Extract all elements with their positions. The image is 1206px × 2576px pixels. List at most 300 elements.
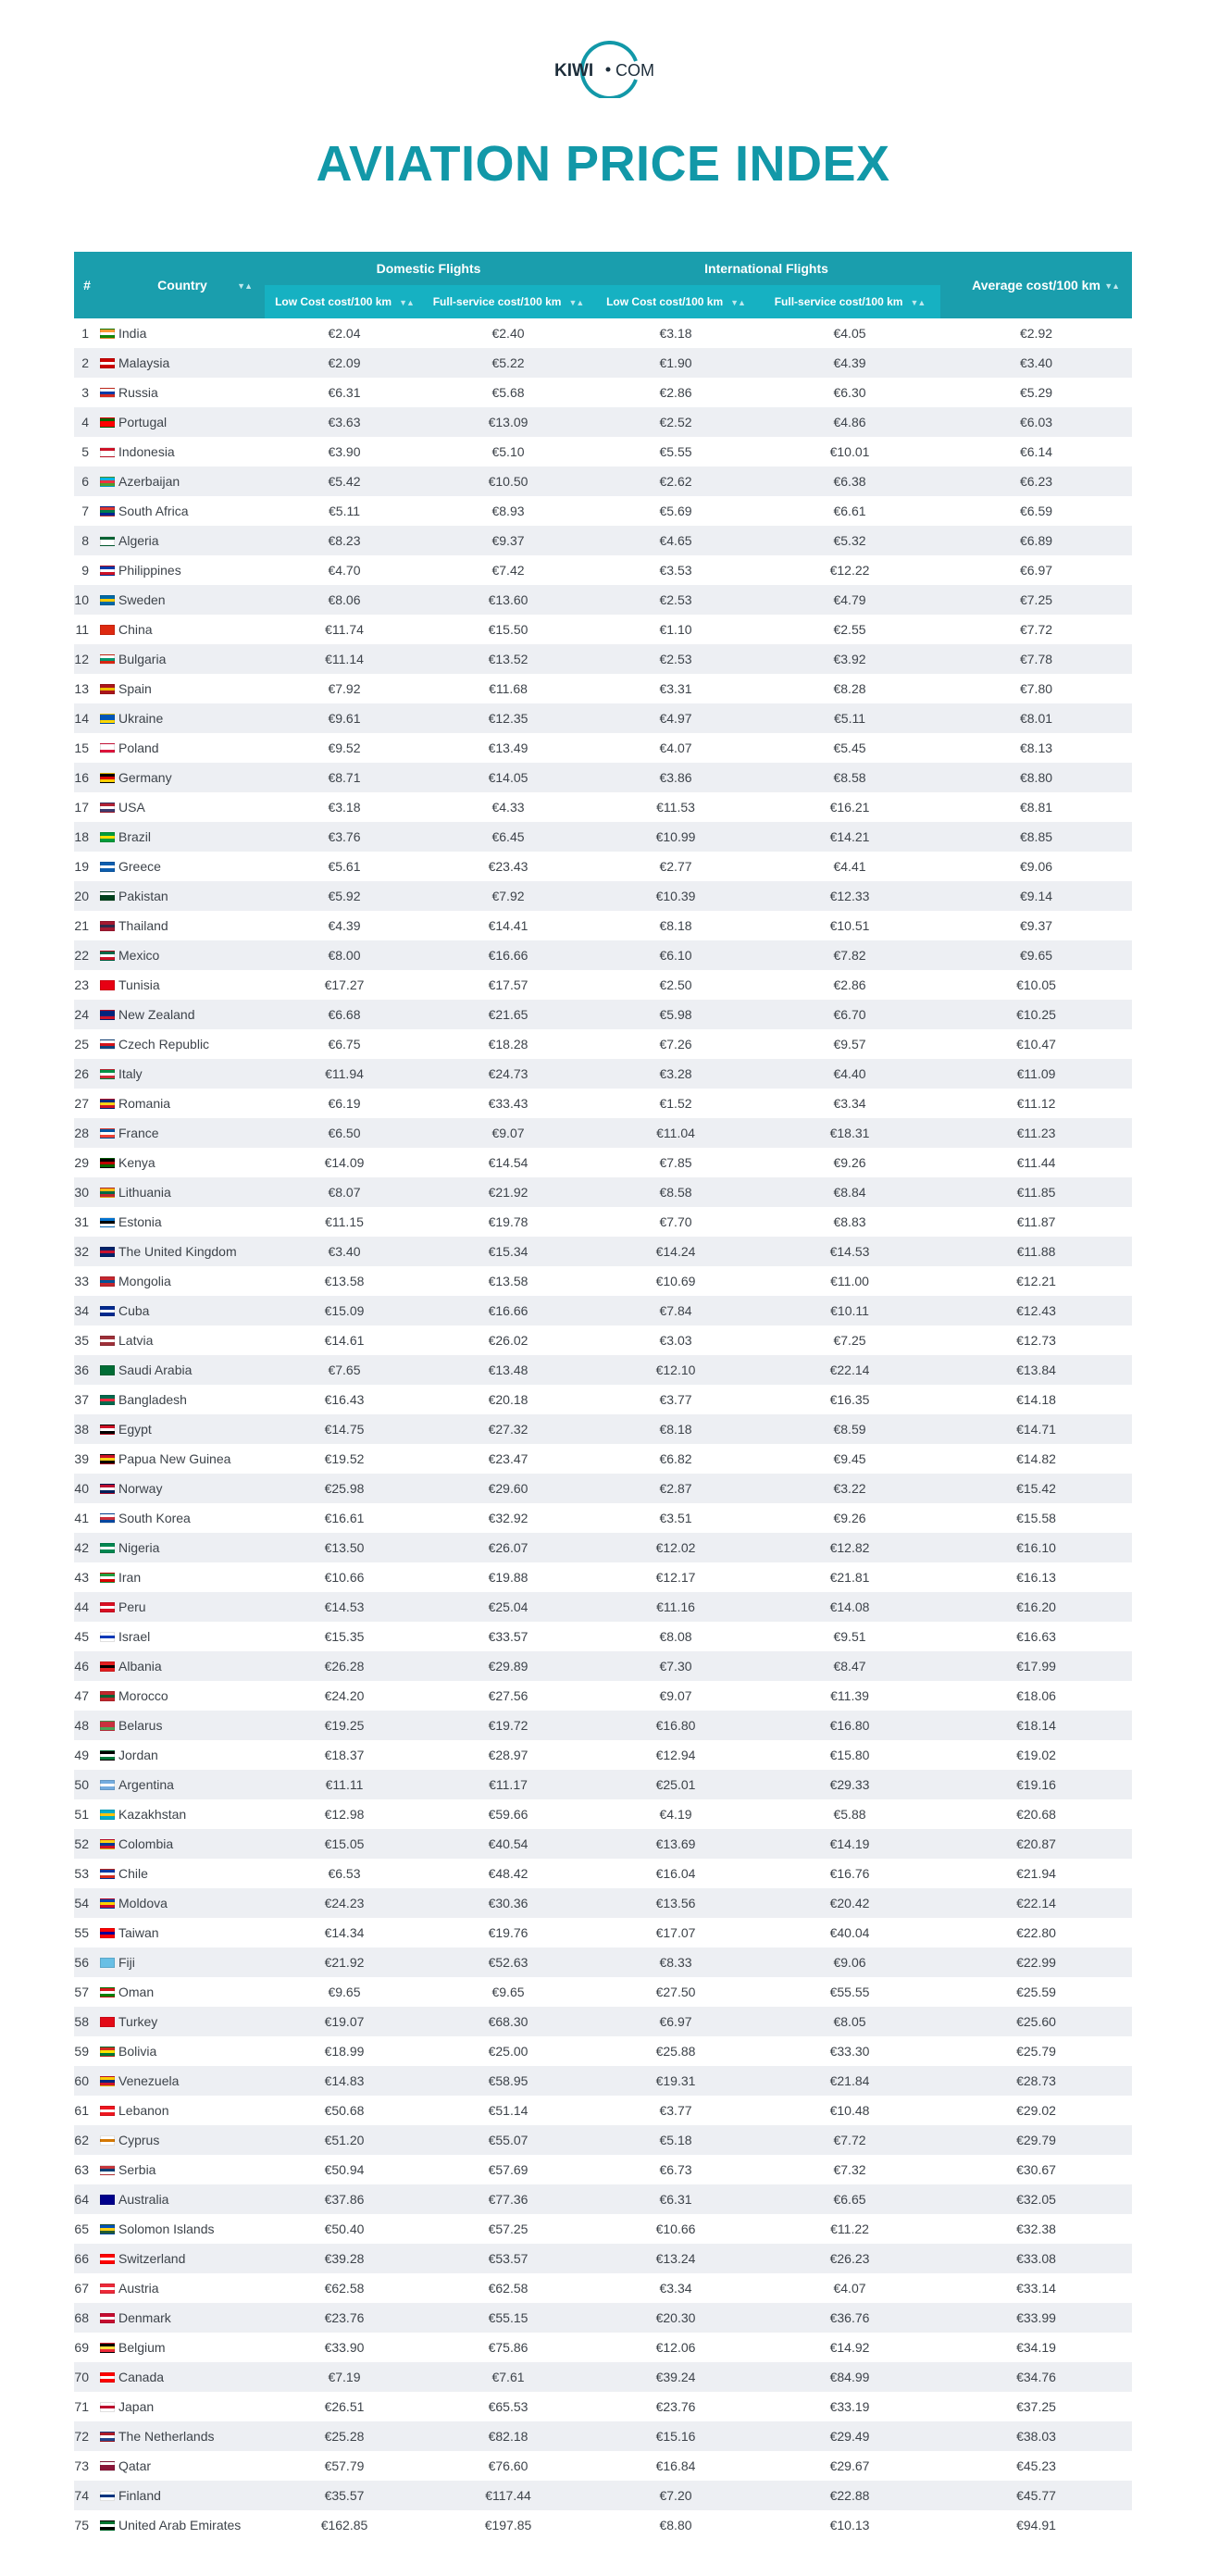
row-domestic-full-service: €25.04 <box>424 1592 592 1622</box>
table-row <box>74 2481 1132 2510</box>
table-row <box>74 1918 1132 1948</box>
row-country-cell <box>100 378 265 407</box>
row-international-full-service: €8.59 <box>759 1414 940 1444</box>
row-country-cell <box>100 1592 265 1622</box>
country-flag-icon <box>100 803 115 813</box>
row-rank: 64 <box>74 2184 100 2214</box>
row-country-cell <box>100 1681 265 1711</box>
row-average-cost: €33.99 <box>940 2303 1132 2333</box>
row-country-cell <box>100 1118 265 1148</box>
country-flag-icon <box>100 566 115 576</box>
row-country-name: Australia <box>118 2192 169 2207</box>
row-international-full-service: €11.00 <box>830 1274 869 1288</box>
table-row <box>74 911 1132 940</box>
table-body <box>74 318 1132 2540</box>
table-row <box>74 2096 1132 2125</box>
country-flag-icon <box>100 1661 115 1672</box>
row-domestic-full-service: €17.57 <box>488 977 528 992</box>
row-average-cost: €20.68 <box>1016 1807 1056 1822</box>
country-flag-icon <box>100 2254 115 2264</box>
row-rank: 46 <box>74 1651 100 1681</box>
row-country-name: Japan <box>118 2399 155 2414</box>
table-row <box>74 1948 1132 1977</box>
row-average-cost: €6.03 <box>940 407 1132 437</box>
row-country-cell <box>100 1562 265 1592</box>
sort-icon[interactable]: ▼▲ <box>910 298 926 307</box>
row-rank: 25 <box>74 1037 89 1052</box>
header-domestic-flights: Domestic Flights <box>265 252 592 285</box>
row-international-low-cost: €2.53 <box>592 585 759 615</box>
row-domestic-low-cost: €3.76 <box>265 822 424 852</box>
row-domestic-low-cost: €50.40 <box>324 2221 365 2236</box>
row-country-name: Spain <box>118 681 152 696</box>
row-domestic-low-cost: €24.23 <box>265 1888 424 1918</box>
row-country-cell <box>100 2421 265 2451</box>
row-country-name: Egypt <box>118 1422 152 1437</box>
row-domestic-full-service: €82.18 <box>424 2421 592 2451</box>
country-flag-icon <box>100 684 115 694</box>
row-country-cell <box>100 2096 265 2125</box>
row-country-name: Algeria <box>118 533 159 548</box>
table-row <box>74 1148 1132 1177</box>
row-average-cost: €13.84 <box>940 1355 1132 1385</box>
row-country-name: Italy <box>118 1066 143 1081</box>
row-country-cell <box>100 1740 265 1770</box>
country-flag-icon <box>100 1632 115 1642</box>
row-rank: 42 <box>74 1533 100 1562</box>
row-domestic-full-service: €27.32 <box>424 1414 592 1444</box>
row-country-cell <box>100 318 265 348</box>
row-country-cell <box>100 1148 265 1177</box>
row-domestic-full-service: €5.22 <box>424 348 592 378</box>
row-country-cell <box>100 1444 265 1474</box>
table-row <box>74 1000 1132 1029</box>
row-international-full-service: €22.88 <box>759 2481 940 2510</box>
header-domestic-low-cost[interactable]: Low Cost cost/100 km ▼▲ <box>265 285 424 318</box>
country-flag-icon <box>100 329 115 339</box>
row-average-cost: €11.23 <box>940 1118 1132 1148</box>
row-domestic-low-cost: €14.75 <box>265 1414 424 1444</box>
row-rank: 2 <box>74 348 100 378</box>
row-international-low-cost: €16.80 <box>592 1711 759 1740</box>
row-rank: 10 <box>74 585 100 615</box>
row-average-cost: €10.25 <box>940 1000 1132 1029</box>
row-international-low-cost: €2.77 <box>659 859 692 874</box>
sort-icon[interactable]: ▼▲ <box>237 281 252 291</box>
row-country-cell <box>100 733 265 763</box>
logo-text-left: KIWI <box>553 61 593 81</box>
row-rank: 28 <box>74 1118 100 1148</box>
row-rank: 27 <box>74 1096 89 1111</box>
table-row <box>74 2155 1132 2184</box>
row-domestic-full-service: €15.34 <box>424 1237 592 1266</box>
row-average-cost: €9.37 <box>1019 918 1053 933</box>
row-domestic-low-cost: €8.71 <box>265 763 424 792</box>
row-rank: 29 <box>74 1155 89 1170</box>
table-row <box>74 674 1132 703</box>
row-international-full-service: €21.84 <box>759 2066 940 2096</box>
row-international-low-cost: €4.65 <box>592 526 759 555</box>
country-flag-icon <box>100 595 115 605</box>
row-average-cost: €8.80 <box>940 763 1132 792</box>
country-flag-icon <box>100 1365 115 1375</box>
row-domestic-full-service: €55.07 <box>424 2125 592 2155</box>
country-flag-icon <box>100 447 115 457</box>
row-international-low-cost: €3.77 <box>659 2103 692 2118</box>
row-domestic-full-service: €58.95 <box>424 2066 592 2096</box>
table-row <box>74 1592 1132 1622</box>
table-row <box>74 1651 1132 1681</box>
country-flag-icon <box>100 1247 115 1257</box>
row-country-name: Qatar <box>118 2458 152 2473</box>
row-international-full-service: €55.55 <box>829 1985 870 1999</box>
table-row <box>74 496 1132 526</box>
table-row <box>74 1029 1132 1059</box>
row-international-low-cost: €23.76 <box>655 2399 696 2414</box>
country-flag-icon <box>100 1750 115 1761</box>
table-row <box>74 2273 1132 2303</box>
row-country-name: Greece <box>118 859 161 874</box>
row-domestic-low-cost: €6.53 <box>328 1866 361 1881</box>
row-domestic-full-service: €19.88 <box>488 1570 528 1585</box>
header-international-low-cost[interactable]: Low Cost cost/100 km ▼▲ <box>592 285 759 318</box>
country-flag-icon <box>100 1039 115 1050</box>
row-average-cost: €11.44 <box>1016 1155 1056 1170</box>
row-country-name: Bolivia <box>118 2044 157 2059</box>
row-domestic-full-service: €5.68 <box>491 385 525 400</box>
table-row <box>74 585 1132 615</box>
table-row <box>74 2510 1132 2540</box>
row-international-low-cost: €19.31 <box>592 2066 759 2096</box>
row-average-cost: €6.89 <box>940 526 1132 555</box>
row-country-cell <box>100 437 265 467</box>
table-row <box>74 2184 1132 2214</box>
row-country-name: Canada <box>118 2370 165 2384</box>
row-country-name: Czech Republic <box>118 1037 210 1052</box>
row-average-cost: €12.73 <box>1016 1333 1056 1348</box>
row-rank: 4 <box>74 407 100 437</box>
kiwi-logo[interactable] <box>0 41 1206 98</box>
header-country[interactable]: Country ▼▲ <box>100 252 265 318</box>
country-flag-icon <box>100 1069 115 1079</box>
row-average-cost: €16.20 <box>940 1592 1132 1622</box>
row-domestic-full-service: €30.36 <box>424 1888 592 1918</box>
row-domestic-full-service: €23.43 <box>488 859 528 874</box>
table-row <box>74 852 1132 881</box>
row-average-cost: €34.19 <box>1016 2340 1056 2355</box>
row-domestic-full-service: €29.89 <box>424 1651 592 1681</box>
row-international-full-service: €3.34 <box>833 1096 866 1111</box>
row-international-low-cost: €7.20 <box>592 2481 759 2510</box>
row-country-name: United Arab Emirates <box>118 2518 242 2532</box>
row-country-cell <box>100 2333 265 2362</box>
table-row <box>74 467 1132 496</box>
country-flag-icon <box>100 1395 115 1405</box>
table-row <box>74 1740 1132 1770</box>
row-domestic-full-service: €23.47 <box>488 1451 528 1466</box>
row-domestic-low-cost: €11.94 <box>265 1059 424 1089</box>
row-average-cost: €14.71 <box>940 1414 1132 1444</box>
country-flag-icon <box>100 1099 115 1109</box>
row-country-cell <box>100 2036 265 2066</box>
row-domestic-low-cost: €18.99 <box>324 2044 365 2059</box>
country-flag-icon <box>100 2491 115 2501</box>
row-rank: 3 <box>81 385 89 400</box>
row-country-cell <box>100 2184 265 2214</box>
row-international-low-cost: €3.28 <box>592 1059 759 1089</box>
row-average-cost: €38.03 <box>940 2421 1132 2451</box>
row-international-low-cost: €5.55 <box>659 444 692 459</box>
country-flag-icon <box>100 1810 115 1820</box>
table-row <box>74 1770 1132 1799</box>
row-rank: 17 <box>74 800 89 815</box>
row-country-name: Ukraine <box>118 711 164 726</box>
country-flag-icon <box>100 2224 115 2234</box>
table-row <box>74 318 1132 348</box>
row-country-name: Peru <box>118 1599 146 1614</box>
row-domestic-low-cost: €11.15 <box>325 1214 364 1229</box>
row-rank: 74 <box>74 2481 100 2510</box>
row-average-cost: €45.23 <box>1016 2458 1056 2473</box>
row-rank: 13 <box>74 681 89 696</box>
row-country-name: Bulgaria <box>118 652 167 666</box>
row-average-cost: €37.25 <box>1016 2399 1056 2414</box>
table-row <box>74 1829 1132 1859</box>
row-domestic-full-service: €13.52 <box>424 644 592 674</box>
sort-icon[interactable]: ▼▲ <box>730 298 745 307</box>
row-country-cell <box>100 1059 265 1089</box>
row-domestic-full-service: €21.92 <box>424 1177 592 1207</box>
row-domestic-low-cost: €15.35 <box>324 1629 365 1644</box>
table-row <box>74 1859 1132 1888</box>
row-international-low-cost: €3.18 <box>659 326 692 341</box>
row-average-cost: €28.73 <box>940 2066 1132 2096</box>
row-rank: 24 <box>74 1000 100 1029</box>
row-domestic-low-cost: €11.11 <box>265 1770 424 1799</box>
row-country-name: Lebanon <box>118 2103 169 2118</box>
row-international-full-service: €14.92 <box>829 2340 870 2355</box>
row-country-name: Nigeria <box>118 1540 160 1555</box>
row-average-cost: €22.14 <box>940 1888 1132 1918</box>
row-domestic-full-service: €65.53 <box>488 2399 528 2414</box>
row-international-low-cost: €10.66 <box>655 2221 696 2236</box>
row-domestic-low-cost: €7.19 <box>265 2362 424 2392</box>
row-international-full-service: €8.47 <box>759 1651 940 1681</box>
table-row <box>74 1177 1132 1207</box>
row-domestic-full-service: €27.56 <box>488 1688 528 1703</box>
row-country-cell <box>100 407 265 437</box>
sort-icon[interactable]: ▼▲ <box>1104 281 1120 291</box>
row-country-cell <box>100 1266 265 1296</box>
country-flag-icon <box>100 2106 115 2116</box>
row-international-low-cost: €7.70 <box>659 1214 692 1229</box>
country-flag-icon <box>100 1839 115 1849</box>
table-row <box>74 970 1132 1000</box>
row-international-full-service: €40.04 <box>829 1925 870 1940</box>
table-row <box>74 1474 1132 1503</box>
row-international-low-cost: €2.86 <box>659 385 692 400</box>
row-rank: 40 <box>74 1474 100 1503</box>
row-average-cost: €11.09 <box>940 1059 1132 1089</box>
row-domestic-low-cost: €62.58 <box>324 2281 365 2296</box>
row-international-low-cost: €6.97 <box>592 2007 759 2036</box>
row-international-low-cost: €1.90 <box>592 348 759 378</box>
row-country-name: France <box>118 1126 159 1140</box>
row-country-cell <box>100 585 265 615</box>
row-rank: 8 <box>74 526 100 555</box>
country-flag-icon <box>100 2284 115 2294</box>
row-country-cell <box>100 1977 265 2007</box>
row-domestic-low-cost: €14.34 <box>324 1925 365 1940</box>
row-domestic-low-cost: €50.94 <box>324 2162 365 2177</box>
row-international-low-cost: €16.84 <box>655 2458 696 2473</box>
sort-icon[interactable]: ▼▲ <box>568 298 584 307</box>
row-country-name: Latvia <box>118 1333 154 1348</box>
row-average-cost: €7.72 <box>1019 622 1053 637</box>
row-country-cell <box>100 881 265 911</box>
row-average-cost: €11.87 <box>1016 1214 1056 1229</box>
header-average-cost[interactable]: Average cost/100 km ▼▲ <box>940 252 1132 318</box>
row-domestic-full-service: €26.02 <box>488 1333 528 1348</box>
table-row <box>74 1207 1132 1237</box>
table-row <box>74 2392 1132 2421</box>
row-country-name: Iran <box>118 1570 142 1585</box>
row-international-full-service: €5.32 <box>759 526 940 555</box>
row-international-full-service: €14.19 <box>759 1829 940 1859</box>
row-international-full-service: €16.76 <box>829 1866 870 1881</box>
row-country-cell <box>100 1622 265 1651</box>
row-country-cell <box>100 1177 265 1207</box>
row-average-cost: €34.76 <box>940 2362 1132 2392</box>
row-country-name: Denmark <box>118 2310 171 2325</box>
row-country-name: Turkey <box>118 2014 158 2029</box>
row-domestic-full-service: €8.93 <box>491 504 525 518</box>
row-domestic-low-cost: €50.68 <box>324 2103 365 2118</box>
row-domestic-full-service: €62.58 <box>488 2281 528 2296</box>
row-country-cell <box>100 2214 265 2244</box>
row-rank: 55 <box>74 1925 89 1940</box>
row-international-full-service: €16.80 <box>759 1711 940 1740</box>
country-flag-icon <box>100 2372 115 2383</box>
row-international-full-service: €11.39 <box>830 1688 869 1703</box>
row-country-name: Azerbaijan <box>118 474 180 489</box>
table-row <box>74 555 1132 585</box>
row-domestic-full-service: €51.14 <box>488 2103 528 2118</box>
row-domestic-low-cost: €5.92 <box>265 881 424 911</box>
row-domestic-low-cost: €162.85 <box>320 2518 368 2532</box>
row-domestic-low-cost: €5.11 <box>329 504 360 518</box>
row-international-low-cost: €11.53 <box>656 800 695 815</box>
row-country-name: Germany <box>118 770 172 785</box>
row-domestic-low-cost: €57.79 <box>324 2458 365 2473</box>
row-domestic-full-service: €18.28 <box>488 1037 528 1052</box>
row-international-low-cost: €6.82 <box>659 1451 692 1466</box>
header-international-full-service[interactable]: Full-service cost/100 km ▼▲ <box>759 285 940 318</box>
table-row <box>74 644 1132 674</box>
row-international-low-cost: €12.94 <box>655 1748 696 1762</box>
row-country-name: Fiji <box>118 1955 135 1970</box>
row-average-cost: €94.91 <box>1016 2518 1056 2532</box>
row-domestic-full-service: €10.50 <box>424 467 592 496</box>
row-country-name: New Zealand <box>118 1007 195 1022</box>
row-domestic-full-service: €12.35 <box>424 703 592 733</box>
row-international-full-service: €9.26 <box>833 1155 866 1170</box>
row-international-full-service: €12.33 <box>759 881 940 911</box>
country-flag-icon <box>100 2313 115 2323</box>
row-country-cell <box>100 940 265 970</box>
row-country-cell <box>100 1770 265 1799</box>
row-domestic-full-service: €16.66 <box>424 1296 592 1325</box>
row-domestic-full-service: €14.41 <box>488 918 528 933</box>
row-average-cost: €17.99 <box>940 1651 1132 1681</box>
row-international-full-service: €29.49 <box>759 2421 940 2451</box>
table-row <box>74 2036 1132 2066</box>
row-international-low-cost: €25.01 <box>592 1770 759 1799</box>
row-international-low-cost: €3.31 <box>659 681 692 696</box>
row-country-name: Malaysia <box>118 355 170 370</box>
row-domestic-full-service: €53.57 <box>424 2244 592 2273</box>
row-rank: 53 <box>74 1866 89 1881</box>
row-country-cell <box>100 615 265 644</box>
row-international-low-cost: €6.31 <box>592 2184 759 2214</box>
row-international-full-service: €2.55 <box>833 622 866 637</box>
sort-icon[interactable]: ▼▲ <box>399 298 414 307</box>
row-international-full-service: €4.79 <box>759 585 940 615</box>
row-domestic-low-cost: €5.42 <box>265 467 424 496</box>
row-country-name: Portugal <box>118 415 168 429</box>
table-row <box>74 1622 1132 1651</box>
country-flag-icon <box>100 2402 115 2412</box>
table-row <box>74 703 1132 733</box>
row-country-cell <box>100 2392 265 2421</box>
row-international-low-cost: €9.07 <box>659 1688 692 1703</box>
country-flag-icon <box>100 625 115 635</box>
row-average-cost: €33.08 <box>940 2244 1132 2273</box>
row-domestic-low-cost: €8.00 <box>265 940 424 970</box>
row-international-full-service: €5.45 <box>833 740 866 755</box>
row-country-cell <box>100 1414 265 1444</box>
row-average-cost: €15.58 <box>1016 1511 1056 1525</box>
row-international-full-service: €6.70 <box>759 1000 940 1029</box>
country-flag-icon <box>100 1188 115 1198</box>
row-domestic-low-cost: €3.40 <box>265 1237 424 1266</box>
row-country-cell <box>100 2362 265 2392</box>
row-rank: 19 <box>74 859 89 874</box>
row-international-full-service: €16.21 <box>829 800 870 815</box>
row-domestic-low-cost: €2.09 <box>265 348 424 378</box>
row-country-cell <box>100 2303 265 2333</box>
country-flag-icon <box>100 388 115 398</box>
header-domestic-full-service[interactable]: Full-service cost/100 km ▼▲ <box>424 285 592 318</box>
row-domestic-low-cost: €16.43 <box>324 1392 365 1407</box>
row-international-full-service: €8.84 <box>759 1177 940 1207</box>
row-international-low-cost: €2.50 <box>659 977 692 992</box>
row-rank: 35 <box>74 1333 89 1348</box>
row-international-low-cost: €14.24 <box>592 1237 759 1266</box>
row-international-low-cost: €2.52 <box>592 407 759 437</box>
row-international-low-cost: €27.50 <box>655 1985 696 1999</box>
row-domestic-low-cost: €14.53 <box>265 1592 424 1622</box>
row-average-cost: €22.99 <box>940 1948 1132 1977</box>
row-domestic-full-service: €7.42 <box>491 563 525 578</box>
country-flag-icon <box>100 1336 115 1346</box>
row-domestic-full-service: €19.78 <box>488 1214 528 1229</box>
table-row <box>74 2125 1132 2155</box>
row-rank: 70 <box>74 2362 100 2392</box>
row-rank: 30 <box>74 1177 100 1207</box>
row-international-low-cost: €12.17 <box>655 1570 696 1585</box>
row-country-name: Thailand <box>118 918 168 933</box>
